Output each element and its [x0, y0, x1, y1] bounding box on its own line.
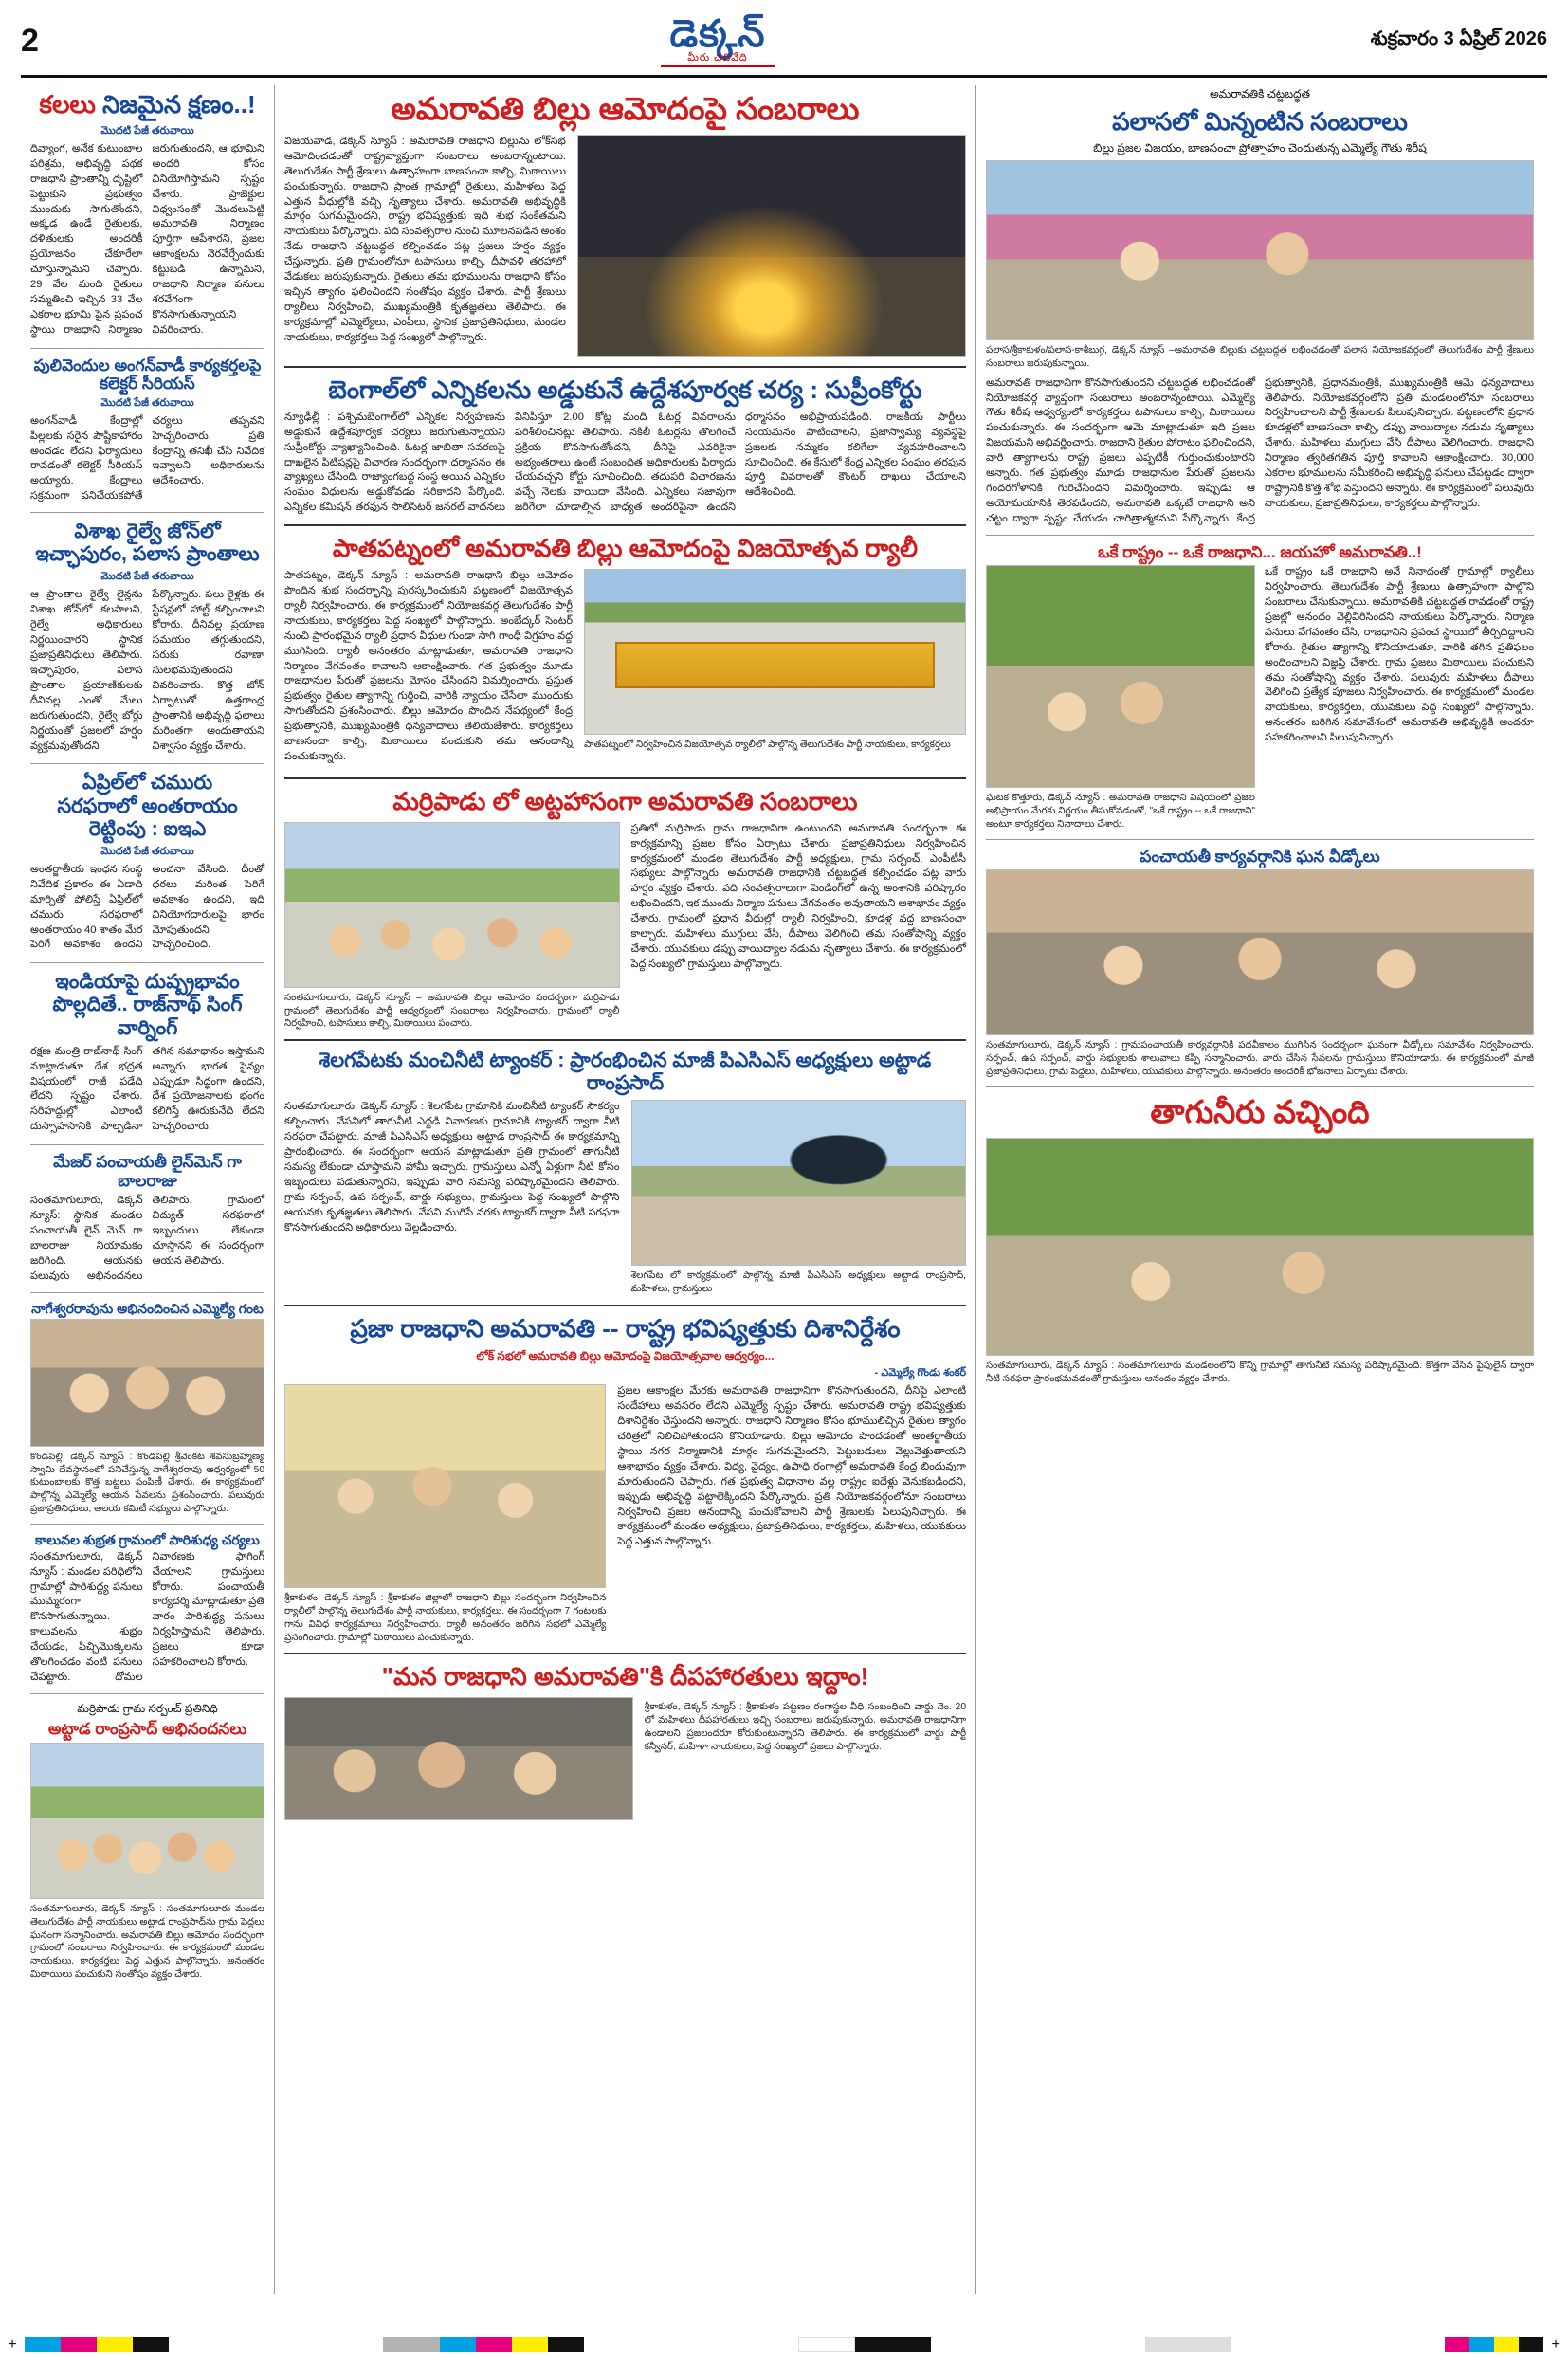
marripadu-block — [284, 822, 966, 1031]
print-registration-bar — [0, 2332, 1568, 2357]
rally-photo-wrap — [584, 569, 966, 769]
divider — [30, 348, 264, 349]
headline-part-2: నిజమైన క్షణం..! — [102, 90, 256, 119]
article-headline-palasa: పలాసలో మిన్నంటిన సంబరాలు — [1112, 106, 1408, 136]
photo-caption-felicitation: కొండపల్లి, డెక్కన్ న్యూస్ : కొండపల్లి శ్రీవెంకట శివసుబ్రహ్మణ్య స్వామి దేవస్థానంలో పనిచేస్తున్న నాగేశ్వరరావు ఆధ్వర్యంలో 50 కుటుంబాలకు కొత్త బట్టలు పంపిణీ చేశారు. ఈ కార్యక్రమంలో పాల్గొన్న ఎమ్మెల్యే ఆయన సేవలను ప్రశంసించారు. పలువురు ప్రజాప్రతినిధులు, ఆలయ కమిటీ సభ్యులు పాల్గొన్నారు. — [30, 1451, 264, 1514]
article-body-sanitation — [30, 1550, 264, 1686]
divider — [30, 1693, 264, 1694]
divider — [30, 763, 264, 764]
headline-line-2: సరఫరాలో అంతరాయం రెట్టింపు : ఐఇఎ — [57, 795, 238, 840]
photo-caption-deepa: శ్రీకాకుళం, డెక్కన్ న్యూస్ : శ్రీకాకుళం పట్టణం రంగాస్థల వీధి సంబంధించి వార్డు నెం. 20 లో మహిళలు దీపహారతులు ఇచ్చి సంబరాలు జరుపుకున్నారు. అమరావతి రాజధానిగా ఉండాలని ప్రజలందరూ కోరుకుంటున్నారని తెలిపారు. ఈ కార్యక్రమంలో వార్డు పార్టీ కన్వీనర్, మహిళా నాయకులు, పెద్ద సంఖ్యలో ప్రజలు పాల్గొన్నారు. — [644, 1702, 966, 1752]
divider — [30, 1292, 264, 1293]
paragraph: అంతర్జాతీయ ఇంధన సంస్థ నివేదిక ప్రకారం ఈ ఏడాది మార్చితో పోలిస్తే ఏప్రిల్‌లో చమురు సరఫరాలో అంతరాయం 40 శాతం మేర పెరిగే అవకాశం ఉందని అంచనా వేసింది. దీంతో ధరలు మరింత పెరిగే అవకాశం ఉందని, ఇది వినియోగదారులపై భారం మోపుతుందని హెచ్చరించింది. — [30, 863, 264, 951]
article-body-supremecourt — [284, 411, 966, 516]
color-swatch — [798, 2337, 855, 2352]
divider — [986, 839, 1534, 840]
headline-line-1: ఏప్రిల్‌లో చమురు — [82, 772, 213, 795]
rally-block — [284, 569, 966, 769]
color-swatch — [440, 2337, 476, 2352]
divider — [30, 1144, 264, 1145]
article-headline-panchayat-farewell: పంచాయతీ కార్యవర్గానికి ఘన వీడ్కోలు — [1140, 847, 1380, 866]
paragraph: అమరావతి రాజధానిగా కొనసాగుతుందని చట్టబద్ధత లభించడంతో నియోజకవర్గ వ్యాప్తంగా సంబరాలు అంబరాన్నంటాయి. ఎమ్మెల్యే గౌతు శిరీష ఆధ్వర్యంలో కార్యకర్తలు టపాసులు కాల్చి, మిఠాయిలు పంచుకున్నారు. ఈ సందర్భంగా ఆమె మాట్లాడుతూ ఇది ప్రజల విజయమని అభివర్ణించారు. రాజధాని రైతుల పోరాటం ఫలించిందని, వారి త్యాగాలను రాష్ట్ర ప్రజలు ఎప్పటికీ గుర్తుంచుకుంటారని అన్నారు. గత ప్రభుత్వం మూడు రాజధానుల పేరుతో ప్రజలను గందరగోళానికి గురిచేసిందని విమర్శించారు. ఇప్పుడు ఆ అయోమయానికి తెరపడిందని, అమరావతి ఒక్కటే రాజధాని అని చట్టం ద్వారా స్పష్టం చేయడం చారిత్రాత్మకమని పేర్కొన్నారు. కేంద్ర ప్రభుత్వానికి, ప్రధానమంత్రికి, ముఖ్యమంత్రికి ఆమె ధన్యవాదాలు తెలిపారు. నియోజకవర్గంలోని ప్రతి మండలంలోనూ సంబరాలు నిర్వహించాలని పార్టీ శ్రేణులకు పిలుపునిచ్చారు. పట్టణంలోని ప్రధాన కూడళ్లలో బాణసంచా కాల్చి, డప్పు వాయిద్యాల నడుమ నృత్యాలు చేశారు. మహిళలు ముగ్గులు వేసి దీపాలు వెలిగించారు. రాజధాని నిర్మాణం త్వరితగతిన పూర్తి కావాలని ఆకాంక్షించారు. 30,000 ఎకరాల భూములను సమీకరించి అభివృద్ధి పనులు చేపట్టడం ద్వారా రాష్ట్రానికి కొత్త శోభ వస్తుందని అన్నారు. ఈ కార్యక్రమంలో పలువురు నాయకులు, ప్రజాప్రతినిధులు, కార్యకర్తలు పాల్గొన్నారు. — [986, 376, 1534, 524]
divider — [284, 1653, 966, 1654]
article-headline-supremecourt: బెంగాల్‌లో ఎన్నికలను అడ్డుకునే ఉద్దేశపూర్వక చర్య : సుప్రీంకోర్టు — [328, 375, 922, 404]
byline-mla: - ఎమ్మెల్యే గొండు శంకర్ — [874, 1367, 966, 1379]
byline-continued-3: మొదటి పేజీ తరువాయి — [100, 571, 194, 583]
article-body-rally — [284, 569, 573, 765]
color-swatch — [855, 2337, 931, 2352]
paragraph: ప్రతిలో మర్రిపాడు గ్రామ రాజధానిగా ఉంటుందని అమరావతి సందర్భంగా ఈ కార్యక్రమాన్ని ప్రజల కోసం ఏర్పాటు చేశారు. ప్రజాప్రతినిధులు నిర్వహించిన కార్యక్రమంలో మండల తెలుగుదేశం పార్టీ అధ్యక్షులు, గ్రామ సర్పంచ్, ఎంపీటీసీ సభ్యులు పాల్గొన్నారు. అమరావతి రాజధానికి చట్టబద్ధత కల్పించడం పట్ల వారు హర్షం వ్యక్తం చేశారు. పది సంవత్సరాలుగా పెండింగ్‌లో ఉన్న అంశానికి పరిష్కారం లభించిందని, ఇక ముందు నిర్మాణ పనులు వేగవంతం అవుతాయని ఆశాభావం వ్యక్తం చేశారు. గ్రామంలో ప్రధాన వీధుల్లో ర్యాలీ నిర్వహించి, కూడళ్ల వద్ద బాణసంచా కాల్చారు. మహిళలు ముగ్గులు వేసి, దీపాలు వెలిగించి తమ సంతోషాన్ని వ్యక్తం చేశారు. యువకులు డప్పు వాయిద్యాల నడుమ నృత్యాలు చేశారు. ఈ కార్యక్రమంలో పెద్ద సంఖ్యలో గ్రామస్తులు పాల్గొన్నారు. — [630, 822, 966, 970]
logo-text: డెక్కన్ — [669, 12, 766, 55]
article-headline-kalalu — [30, 91, 264, 119]
article-headline-marripadu: మర్రిపాడు లో అట్టహాసంగా అమరావతి సంబరాలు — [392, 786, 858, 815]
paragraph: సంతమాగులూరు, డెక్కన్ న్యూస్: స్థానిక మండల పంచాయతీ లైన్ మెన్ గా బాలరాజు నియామకం జరిగింది. ఆయనకు పలువురు అభినందనలు తెలిపారు. గ్రామంలో విద్యుత్ సరఫరాలో ఇబ్బందులు లేకుండా చూస్తానని ఈ సందర్భంగా ఆయన తెలిపారు. — [30, 1195, 264, 1282]
article-body-lineman — [30, 1194, 264, 1284]
photo-caption-rally: పాతపట్నంలో నిర్వహించిన విజయోత్సవ ర్యాలీలో పాల్గొన్న తెలుగుదేశం పార్టీ నాయకులు, కార్యకర్తలు — [584, 740, 951, 751]
article-body-oil — [30, 863, 264, 955]
okerashtram-photo-wrap — [986, 565, 1255, 831]
page-columns — [21, 85, 1547, 2294]
marripadu-text — [631, 822, 967, 1031]
photo-water-tanker — [631, 1100, 967, 1266]
paragraph: ఒకే రాష్ట్రం ఒకే రాజధాని అనే నినాదంతో గ్రామాల్లో ర్యాలీలు నిర్వహించారు. తెలుగుదేశం పార్టీ శ్రేణులు ఉత్సాహంగా పాల్గొని సంబరాలు చేసుకున్నాయి. అమరావతికి చట్టబద్ధత రావడంతో రాష్ట్ర ప్రజల్లో ఆనందం వెల్లివిరిసిందని నాయకులు పేర్కొన్నారు. నిర్మాణ పనులు వేగవంతం చేసి, రాజధానిని ప్రపంచ స్థాయిలో తీర్చిదిద్దాలని కోరారు. రైతుల త్యాగాన్ని కొనియాడుతూ, వారికి తగిన ప్రతిఫలం అందించాలని విజ్ఞప్తి చేశారు. గ్రామ ప్రజలు మిఠాయిలు పంచుకుని తమ సంతోషాన్ని వ్యక్తం చేశారు. పలువురు మహిళలు దీపాలు వెలిగించి ప్రత్యేక పూజలు నిర్వహించారు. ఈ కార్యక్రమంలో మండల నాయకులు, కార్యకర్తలు, యువకులు పెద్ద సంఖ్యలో పాల్గొన్నారు. అనంతరం జరిగిన సమావేశంలో అమరావతి అభివృద్ధికి అందరూ సహకరించాలని పిలుపునిచ్చారు. — [1265, 566, 1534, 744]
praja-block — [284, 1384, 966, 1644]
article-body-tanker — [284, 1100, 620, 1235]
color-swatch — [548, 2337, 584, 2352]
article-headline-deepaharathulu: "మన రాజధాని అమరావతి"కి దీపహారతులు ఇద్దాం! — [381, 1662, 869, 1691]
color-swatch — [25, 2337, 61, 2352]
headline-line-2: ఇచ్ఛాపురం, పలాస ప్రాంతాలు — [35, 543, 260, 566]
paragraph: ఆ ప్రాంతాల రైల్వే లైన్లను విశాఖ జోన్‌లో కలపాలని, రైల్వే అధికారులు నిర్ణయించారని స్థానిక ప్రజాప్రతినిధులు తెలిపారు. ఇచ్ఛాపురం, పలాస ప్రాంతాల ప్రయాణికులకు దీనివల్ల ఎంతో మేలు జరుగుతుందని, రైల్వే బోర్డు నిర్ణయంతో ప్రజలలో హర్షం వ్యక్తమవుతోందని పేర్కొన్నారు. పలు రైళ్లకు ఈ స్టేషన్లలో హాల్ట్ కల్పించాలని కోరారు. దీనివల్ల ప్రయాణ సమయం తగ్గుతుందని, సరుకు రవాణా సులభమవుతుందని వివరించారు. కొత్త జోన్ ఏర్పాటుతో ఉత్తరాంధ్ర ప్రాంతానికి అభివృద్ధి ఫలాలు మరింతగా అందుతాయని విశ్వాసం వ్యక్తం చేశారు. — [30, 589, 264, 752]
photo-victory-rally — [584, 569, 966, 735]
paragraph: సంతమాగులూరు, డెక్కన్ న్యూస్ : మండల పరిధిలోని గ్రామాల్లో పారిశుద్ధ్య పనులు ముమ్మరంగా కొనసాగుతున్నాయి. కాలువలను శుభ్రం చేయడం, పిచ్చిమొక్కలను తొలగించడం వంటి పనులు చేపట్టారు. దోమల నివారణకు ఫాగింగ్ చేయాలని గ్రామస్తులు కోరారు. పంచాయతీ కార్యదర్శి మాట్లాడుతూ ప్రతి వారం పారిశుద్ధ్య పనులు నిర్వహిస్తామని తెలిపారు. ప్రజలు కూడా సహకరించాలని కోరారు. — [30, 1550, 264, 1683]
article-body-praja — [617, 1384, 966, 1550]
registration-mark-left: + — [8, 2336, 17, 2352]
paragraph: అంగన్‌వాడీ కేంద్రాల్లో పిల్లలకు సరైన పౌష్టికాహారం అందడం లేదని ఫిర్యాదులు రావడంతో కలెక్టర్ సీరియస్ అయ్యారు. కేంద్రాలు సక్రమంగా పనిచేయకపోతే చర్యలు తప్పవని హెచ్చరించారు. ప్రతి కేంద్రాన్ని తనిఖీ చేసి నివేదిక ఇవ్వాలని అధికారులను ఆదేశించారు. — [30, 414, 264, 502]
photo-okerashtram-rally — [986, 565, 1255, 788]
page-number: 2 — [21, 23, 39, 59]
color-swatch — [61, 2337, 97, 2352]
photo-panchayat-farewell — [986, 869, 1534, 1035]
okerashtram-text — [1265, 565, 1534, 831]
subhead-praja: లోక్ సభలో అమరావతి బిల్లు ఆమోదంపై విజయోత్సవాల ఆధ్వర్యం... — [476, 1348, 775, 1362]
article-body-anganwadi — [30, 414, 264, 504]
photo-caption-okerashtram: ఘటక కొత్తూరు, డెక్కన్ న్యూస్ : అమరావతి రాజధాని విషయంలో ప్రజల అభిప్రాయం మేరకు నిర్ణయం తీసుకోవడంతో, "ఒకే రాష్ట్రం -- ఒకే రాజధాని" అంటూ కార్యకర్తలు నినాదాలు చేశారు. — [986, 793, 1255, 830]
photo-caption-palasa: పలాస/శ్రీకాకుళం/పలాస-కాశీబుగ్గ, డెక్కన్ న్యూస్ –అమరావతి బిల్లుకు చట్టబద్ధత లభించడంతో పలాస నియోజకవర్గంలో తెలుగుదేశం పార్టీ శ్రేణులు సంబరాలు జరుపుకున్నాయి. — [986, 345, 1534, 369]
article-headline-tanker: శెలగపేటకు మంచినీటి ట్యాంకర్ : ప్రారంభించిన మాజీ పిఎసిఎస్ అధ్యక్షులు అట్టాడ రాంప్రసాద్ — [319, 1050, 932, 1095]
tanker-block — [284, 1100, 966, 1296]
article-body-okerashtram — [1265, 565, 1534, 746]
article-headline-drinkingwater: తాగునీరు వచ్చింది — [1150, 1094, 1370, 1130]
logo-wrap — [135, 12, 1301, 67]
article-headline-anganwadi: పులివెందుల అంగన్‌వాడీ కార్యకర్తలపై కలెక్టర్ సీరియస్ — [33, 356, 262, 393]
rally-text — [284, 569, 573, 769]
article-headline-praja: ప్రజా రాజధాని అమరావతి -- రాష్ట్ర భవిష్యత్తుకు దిశానిర్దేశం — [350, 1313, 901, 1343]
color-swatch — [1445, 2337, 1469, 2352]
column-right — [976, 85, 1543, 2294]
photo-caption-ramprasad: సంతమాగులూరు, డెక్కన్ న్యూస్ : సంతమాగులూరు మండల తెలుగుదేశం పార్టీ నాయకులు అట్టాడ రాంప్రసాద్‌ను గ్రామ పెద్దలు ఘనంగా సన్మానించారు. అమరావతి బిల్లు ఆమోదం సందర్భంగా గ్రామంలో సంబరాలు నిర్వహించారు. ఈ కార్యక్రమంలో మండల నాయకులు, కార్యకర్తలు పెద్ద ఎత్తున పాల్గొన్నారు. అనంతరం మిఠాయిలు పంచుకుని సంతోషం వ్యక్తం చేశారు. — [30, 1904, 264, 1980]
photo-marripadu-celebration — [284, 822, 620, 988]
deepa-photo-wrap — [284, 1697, 633, 1820]
lead-article-block — [284, 135, 966, 357]
paragraph: సంతమాగులూరు, డెక్కన్ న్యూస్ : శెలగపేట గ్రామానికి మంచినీటి ట్యాంకర్ సౌకర్యం కల్పించారు. వేసవిలో తాగునీటి ఎద్దడి నివారణకు గ్రామానికి ట్యాంకర్ ద్వారా నీటి సరఫరా చేపట్టారు. మాజీ పిఎసిఎస్ అధ్యక్షులు అట్టాడ రాంప్రసాద్ ఈ కార్యక్రమాన్ని ప్రారంభించారు. ఈ సందర్భంగా ఆయన మాట్లాడుతూ ప్రతి గ్రామంలో తాగునీటి సమస్య లేకుండా చూస్తామని హామీ ఇచ్చారు. గ్రామస్తులు ఎన్నో ఏళ్లుగా నీటి కోసం ఇబ్బందులు పడుతున్నారని, ఇప్పుడు వారి సమస్య పరిష్కారమైందని తెలిపారు. గ్రామ సర్పంచ్, ఉప సర్పంచ్, వార్డు సభ్యులు, గ్రామస్తులు పెద్ద సంఖ్యలో పాల్గొని ఆయనకు కృతజ్ఞతలు తెలిపారు. వేసవి ముగిసే వరకు ట్యాంకర్ ద్వారా నీటి సరఫరా కొనసాగుతుందని అధికారులు వెల్లడించారు. — [284, 1101, 620, 1233]
divider — [986, 535, 1534, 536]
marripadu-photo-wrap — [284, 822, 620, 1031]
byline-continued-2: మొదటి పేజీ తరువాయి — [100, 396, 194, 409]
divider — [30, 962, 264, 963]
divider — [284, 1305, 966, 1306]
photo-fireworks-celebration — [577, 135, 966, 357]
photo-felicitation — [30, 1319, 264, 1447]
tanker-photo-wrap — [631, 1100, 967, 1296]
lead-article-text — [284, 135, 566, 357]
divider — [986, 1086, 1534, 1087]
deepa-text — [645, 1697, 966, 1820]
subhead-marripadu: మర్రిపాడు గ్రామ సర్పంచ్ ప్రతినిధి — [77, 1701, 218, 1715]
photo-party-march — [284, 1384, 606, 1588]
paragraph: న్యూఢిల్లీ : పశ్చిమబెంగాల్‌లో ఎన్నికల నిర్వహణను అడ్డుకునే ఉద్దేశపూర్వక చర్యలు జరుగుతున్నాయని సుప్రీంకోర్టు వ్యాఖ్యానించింది. ఓటర్ల జాబితా సవరణపై దాఖలైన పిటిషన్లపై విచారణ సందర్భంగా ధర్మాసనం ఈ వ్యాఖ్యలు చేసింది. రాజ్యాంగబద్ధ సంస్థ అయిన ఎన్నికల సంఘం విధులను అడ్డుకోవడం సరికాదని పేర్కొంది. ఎన్నికల కమిషన్ తరఫున సొలిసిటర్ జనరల్ వాదనలు వినిపిస్తూ 2.00 కోట్ల మంది ఓటర్ల వివరాలను పరిశీలించినట్లు తెలిపారు. నకిలీ ఓటర్లను తొలగించే ప్రక్రియ కొనసాగుతోందని, దీనిపై ఎవరికైనా అభ్యంతరాలు ఉంటే సంబంధిత అధికారులకు ఫిర్యాదు చేయవచ్చని కోర్టు సూచించింది. తదుపరి విచారణను వచ్చే నెలకు వాయిదా వేసింది. ఎన్నికలు సజావుగా జరిగేలా చూడాల్సిన బాధ్యత అందరిపైనా ఉందని ధర్మాసనం అభిప్రాయపడింది. రాజకీయ పార్టీలు సంయమనం పాటించాలని, ప్రజాస్వామ్య వ్యవస్థపై ప్రజలకు నమ్మకం కలిగేలా వ్యవహరించాలని సూచించింది. ఈ కేసులో కేంద్ర ఎన్నికల సంఘం తరఫున పూర్తి వివరాలతో కౌంటర్ దాఖలు చేయాలని ఆదేశించింది. — [284, 411, 966, 514]
article-headline-rally: పాతపట్నంలో అమరావతి బిల్లు ఆమోదంపై విజయోత్సవ ర్యాలీ — [332, 534, 919, 563]
color-swatch — [97, 2337, 133, 2352]
photo-caption-panchayat: సంతమాగులూరు, డెక్కన్ న్యూస్ : గ్రామపంచాయతీ కార్యవర్గానికి పదవీకాలం ముగిసిన సందర్భంగా ఘనంగా వీడ్కోలు సమావేశం నిర్వహించారు. సర్పంచ్, ఉప సర్పంచ్, వార్డు సభ్యులకు శాలువాలు కప్పి సన్మానించారు. వారు చేసిన సేవలను గ్రామస్తులు కొనియాడారు. ఈ కార్యక్రమంలో మాజీ ప్రజాప్రతినిధులు, గ్రామ పెద్దలు, మహిళలు, యువకులు పాల్గొన్నారు. అనంతరం అందరికీ భోజనాలు ఏర్పాటు చేశారు. — [986, 1040, 1534, 1077]
paragraph: విజయవాడ, డెక్కన్ న్యూస్ : అమరావతి రాజధాని బిల్లును లోక్‌సభ ఆమోదించడంతో రాష్ట్రవ్యాప్తంగా సంబరాలు అంబరాన్నంటాయి. తెలుగుదేశం పార్టీ శ్రేణులు ఉత్సాహంగా బాణసంచా కాల్చి, మిఠాయిలు పంచుకున్నారు. రాజధాని ప్రాంత గ్రామాల్లో రైతులు, మహిళలు పెద్ద ఎత్తున వీధుల్లోకి వచ్చి నృత్యాలు చేశారు. అమరావతి అభివృద్ధికి మార్గం సుగమమైందని, రాష్ట్ర భవిష్యత్తుకు ఇది శుభ సంకేతమని నాయకులు పేర్కొన్నారు. పది సంవత్సరాల నుంచి మూలనపడిన అంశం నేడు రాజధాని చట్టబద్ధత కల్పించడం పట్ల ప్రజలు హర్షం వ్యక్తం చేస్తున్నారు. ప్రతి గ్రామంలోనూ టపాసులు కాల్చి, దీపావళి తరహాలో వేడుకలు జరుపుకున్నారు. రైతులు తమ భూములను రాజధాని కోసం ఇచ్చిన త్యాగం ఫలించిందని సంతోషం వ్యక్తం చేశారు. పార్టీ శ్రేణులు ర్యాలీలు నిర్వహించి, ముఖ్యమంత్రికి కృతజ్ఞతలు తెలిపారు. ఈ కార్యక్రమాల్లో ఎమ్మెల్యేలు, ఎంపీలు, స్థానిక ప్రజాప్రతినిధులు, మండల నాయకులు, కార్యకర్తలు పెద్ద సంఖ్యలో పాల్గొన్నారు. — [284, 135, 566, 343]
headline-line-2: పొల్లదితే.. రాజ్‌నాథ్ సింగ్ వార్నింగ్ — [52, 994, 243, 1039]
paragraph: రక్షణ మంత్రి రాజ్‌నాథ్ సింగ్ మాట్లాడుతూ దేశ భద్రత విషయంలో రాజీ పడేది లేదని స్పష్టం చేశారు. సరిహద్దుల్లో ఎలాంటి దుస్సాహసానికి పాల్పడినా తగిన సమాధానం ఇస్తామని అన్నారు. భారత సైన్యం ఎప్పుడూ సిద్ధంగా ఉందని, దేశ ప్రయోజనాలకు భంగం కలిగిస్తే ఊరుకునేది లేదని హెచ్చరించారు. — [30, 1045, 264, 1133]
article-body-palasa — [986, 376, 1534, 527]
photo-deepaharathulu — [284, 1697, 633, 1820]
photo-caption-praja: శ్రీకాకుళం, డెక్కన్ న్యూస్ : శ్రీకాకుళం జిల్లాలో రాజధాని బిల్లు సందర్భంగా నిర్వహించిన ర్యాలీలో పాల్గొన్న తెలుగుదేశం పార్టీ నాయకులు, కార్యకర్తలు. ఈ సందర్భంగా 7 గంటలకు గాను వివిధ కార్యక్రమాలు నిర్వహించారు. ర్యాలీ అనంతరం జరిగిన సభలో ఎమ్మెల్యే ప్రసంగించారు. గ్రామాల్లో మిఠాయిలు పంచుకున్నారు. — [284, 1593, 607, 1643]
article-body-rajnath — [30, 1045, 264, 1137]
divider — [284, 366, 966, 368]
lead-headline: అమరావతి బిల్లు ఆమోదంపై సంబరాలు — [391, 91, 860, 126]
photo-palasa-celebration — [986, 160, 1534, 340]
headline-part-1: కలలు — [39, 90, 96, 119]
article-headline-railway — [30, 521, 264, 566]
tanker-text — [284, 1100, 620, 1296]
issue-date: శుక్రవారం 3 ఏప్రిల్ 2026 — [1370, 28, 1547, 49]
byline-continued-1: మొదటి పేజీ తరువాయి — [100, 124, 194, 137]
divider — [284, 524, 966, 526]
praja-photo-wrap — [284, 1384, 606, 1644]
photo-caption-tanker: శెలగపేట లో కార్యక్రమంలో పాల్గొన్న మాజీ పిఎసిఎస్ అధ్యక్షులు అట్టాడ రాంప్రసాద్, మహిళలు, గ్రామస్తులు — [630, 1270, 966, 1295]
paragraph: పాతపట్నం, డెక్కన్ న్యూస్ : అమరావతి రాజధాని బిల్లు ఆమోదం పొందిన శుభ సందర్భాన్ని పురస్కరించుకుని పట్టణంలో విజయోత్సవ ర్యాలీ నిర్వహించారు. ఈ కార్యక్రమంలో నియోజకవర్గ తెలుగుదేశం పార్టీ నాయకులు, కార్యకర్తలు పెద్ద సంఖ్యలో పాల్గొన్నారు. అంబేద్కర్ సెంటర్ నుంచి ప్రారంభమైన ర్యాలీ ప్రధాన వీధుల గుండా సాగి గాంధీ విగ్రహం వద్ద ముగిసింది. ర్యాలీ అనంతరం మాట్లాడుతూ, అమరావతి రాజధాని నిర్మాణం వేగవంతం కావాలని ఆకాంక్షించారు. గత ప్రభుత్వం మూడు రాజధానుల పేరుతో ప్రజలను మోసం చేసిందని విమర్శించారు. ప్రస్తుత ప్రభుత్వం రైతుల త్యాగాన్ని గుర్తించి, వారికి న్యాయం చేసేలా ముందుకు సాగుతోందని ప్రశంసించారు. బిల్లు ఆమోదం పొందిన నేపథ్యంలో కేంద్ర ప్రభుత్వానికి, ముఖ్యమంత్రికి ధన్యవాదాలు తెలియజేశారు. కార్యకర్తలు బాణసంచా కాల్చి, మిఠాయిలు పంచుకుని తమ ఆనందాన్ని పంచుకున్నారు. — [284, 570, 573, 762]
photo-ramprasad-felicitation — [30, 1743, 264, 1899]
headline-line-1: విశాఖ రైల్వే జోన్‌లో — [74, 521, 221, 543]
paragraph: ప్రజల ఆకాంక్షల మేరకు అమరావతి రాజధానిగా కొనసాగుతుందని, దీనిపై ఎలాంటి సందేహాలు అవసరం లేదని ఎమ్మెల్యే స్పష్టం చేశారు. అమరావతి రాష్ట్ర భవిష్యత్తుకు దిశానిర్దేశం చేస్తుందని అన్నారు. రాజధాని నిర్మాణం కోసం భూములిచ్చిన రైతుల త్యాగం చరిత్రలో నిలిచిపోతుందని కొనియాడారు. బిల్లు ఆమోదం పొందడంతో అంతర్జాతీయ స్థాయి నగర నిర్మాణానికి మార్గం సుగమమైందని, పెట్టుబడులు వెల్లువెత్తుతాయని ఆశాభావం వ్యక్తం చేశారు. విద్య, వైద్యం, ఉపాధి రంగాల్లో అమరావతి కేంద్ర బిందువుగా మారుతుందని చెప్పారు. గత ప్రభుత్వ విధానాల వల్ల రాష్ట్రం ఐదేళ్లు వెనుకబడిందని, ఇప్పుడు అభివృద్ధి పట్టాలెక్కిందని పేర్కొన్నారు. ప్రతి నియోజకవర్గంలోనూ సంబరాలు నిర్వహించి ప్రజల ఆనందాన్ని పంచుకోవాలని పార్టీ శ్రేణులకు పిలుపునిచ్చారు. ఈ కార్యక్రమంలో మండల అధ్యక్షులు, ప్రజాప్రతినిధులు, కార్యకర్తలు, మహిళలు, యువకులు పెద్ద ఎత్తున పాల్గొన్నారు. — [617, 1385, 966, 1548]
article-body-lead — [284, 135, 566, 346]
praja-text — [617, 1384, 966, 1644]
article-headline-nageswararao: నాగేశ్వరరావును అభినందించిన ఎమ్మెల్యే గంట — [31, 1300, 264, 1316]
article-body-kalalu — [30, 142, 264, 340]
publication-logo — [661, 12, 775, 67]
headline-line-1: ఇండియాపై దుష్ప్రభావం — [55, 971, 240, 994]
okerashtram-block — [986, 565, 1534, 831]
photo-drinking-water — [986, 1138, 1534, 1356]
column-center — [275, 85, 976, 2294]
divider — [284, 1039, 966, 1041]
divider — [30, 1524, 264, 1525]
color-swatch — [512, 2337, 548, 2352]
divider — [30, 512, 264, 513]
color-swatch — [1519, 2337, 1543, 2352]
color-swatch — [383, 2337, 440, 2352]
photo-caption-marripadu: సంతమాగులూరు, డెక్కన్ న్యూస్ – అమరావతి బిల్లు ఆమోదం సందర్భంగా మర్రిపాడు గ్రామంలో తెలుగుదేశం పార్టీ ఆధ్వర్యంలో సంబరాలు నిర్వహించారు. గ్రామంలో ర్యాలీ నిర్వహించి, టపాసులు కాల్చి, మిఠాయిలు పంచారు. — [284, 992, 620, 1030]
lead-photo-wrap — [577, 135, 966, 357]
subhead-palasa-kicker: అమరావతికి చట్టబద్ధత — [1210, 87, 1310, 100]
deepa-block — [284, 1697, 966, 1820]
photo-caption-drinkingwater: సంతమాగులూరు, డెక్కన్ న్యూస్ : సంతమాగులూరు మండలంలోని కొన్ని గ్రామాల్లో తాగునీటి సమస్య పరిష్కారమైంది. కొత్తగా వేసిన పైపులైన్ ద్వారా నీటి సరఫరా ప్రారంభమవడంతో గ్రామస్తులు ఆనందం వ్యక్తం చేశారు. — [986, 1361, 1534, 1385]
article-body-marripadu — [631, 822, 967, 973]
article-headline-oil — [30, 772, 264, 840]
article-headline-sanitation: కాలువల శుభ్రత గ్రామంలో పారిశుధ్య చర్యలు — [35, 1531, 260, 1547]
divider — [284, 777, 966, 779]
subhead-palasa: బిల్లు ప్రజల విజయం, బాణసంచా ప్రోత్సాహం చెందుతున్న ఎమ్మెల్యే గౌతు శిరీష — [1093, 141, 1427, 155]
logo-subtext: మీరు చదివేది — [687, 52, 748, 64]
paragraph: దివ్యాంగ, అనేక కుటుంబాల పరిశ్రమ, అభివృద్ధి పథక రాజధాని ప్రాంతాన్ని దృష్టిలో పెట్టుకుని ప్రభుత్వం ముందుకు సాగుతోందని, అక్కడ ఉండే రైతులకు, దళితులకు అందరికీ ప్రయోజనం చేకూరేలా చూస్తున్నామని చెప్పారు. 29 వేల మంది రైతులు సమ్మతించి ఇచ్చిన 33 వేల ఎకరాల భూమి పైన ప్రపంచ స్థాయి రాజధాని నిర్మాణం జరుగుతుందని, ఆ భూమిని అందరి కోసం వినియోగిస్తామని స్పష్టం చేశారు. ప్రాజెక్టుల విధ్వంసంతో మొదలుపెట్టి అమరావతి నిర్మాణం పూర్తిగా ఆపేశారని, ప్రజల ఆకాంక్షలను నెరవేర్చేందుకు కట్టుబడి ఉన్నామని, రాజధాని నిర్మాణ పనులు శరవేగంగా కొనసాగుతున్నాయని వివరించారు. — [30, 142, 264, 336]
color-swatch — [1469, 2337, 1494, 2352]
article-headline-ramprasad: అట్టాడ రాంప్రసాద్ అభినందనలు — [47, 1720, 247, 1739]
column-left — [21, 85, 275, 2294]
masthead — [21, 12, 1547, 78]
article-headline-lineman: మేజర్ పంచాయతీ లైన్‌మెన్ గా బాలరాజు — [53, 1153, 242, 1190]
registration-mark-right: + — [1551, 2336, 1560, 2352]
color-swatch — [1145, 2337, 1231, 2352]
color-swatch — [476, 2337, 512, 2352]
article-headline-okerashtram: ఒకే రాష్ట్రం -- ఒకే రాజధాని... జయహో అమరావతి..! — [1098, 542, 1422, 561]
article-headline-rajnath — [30, 971, 264, 1039]
article-body-railway — [30, 588, 264, 756]
color-swatch — [133, 2337, 169, 2352]
byline-continued-4: మొదటి పేజీ తరువాయి — [100, 845, 194, 857]
color-swatch — [1494, 2337, 1519, 2352]
